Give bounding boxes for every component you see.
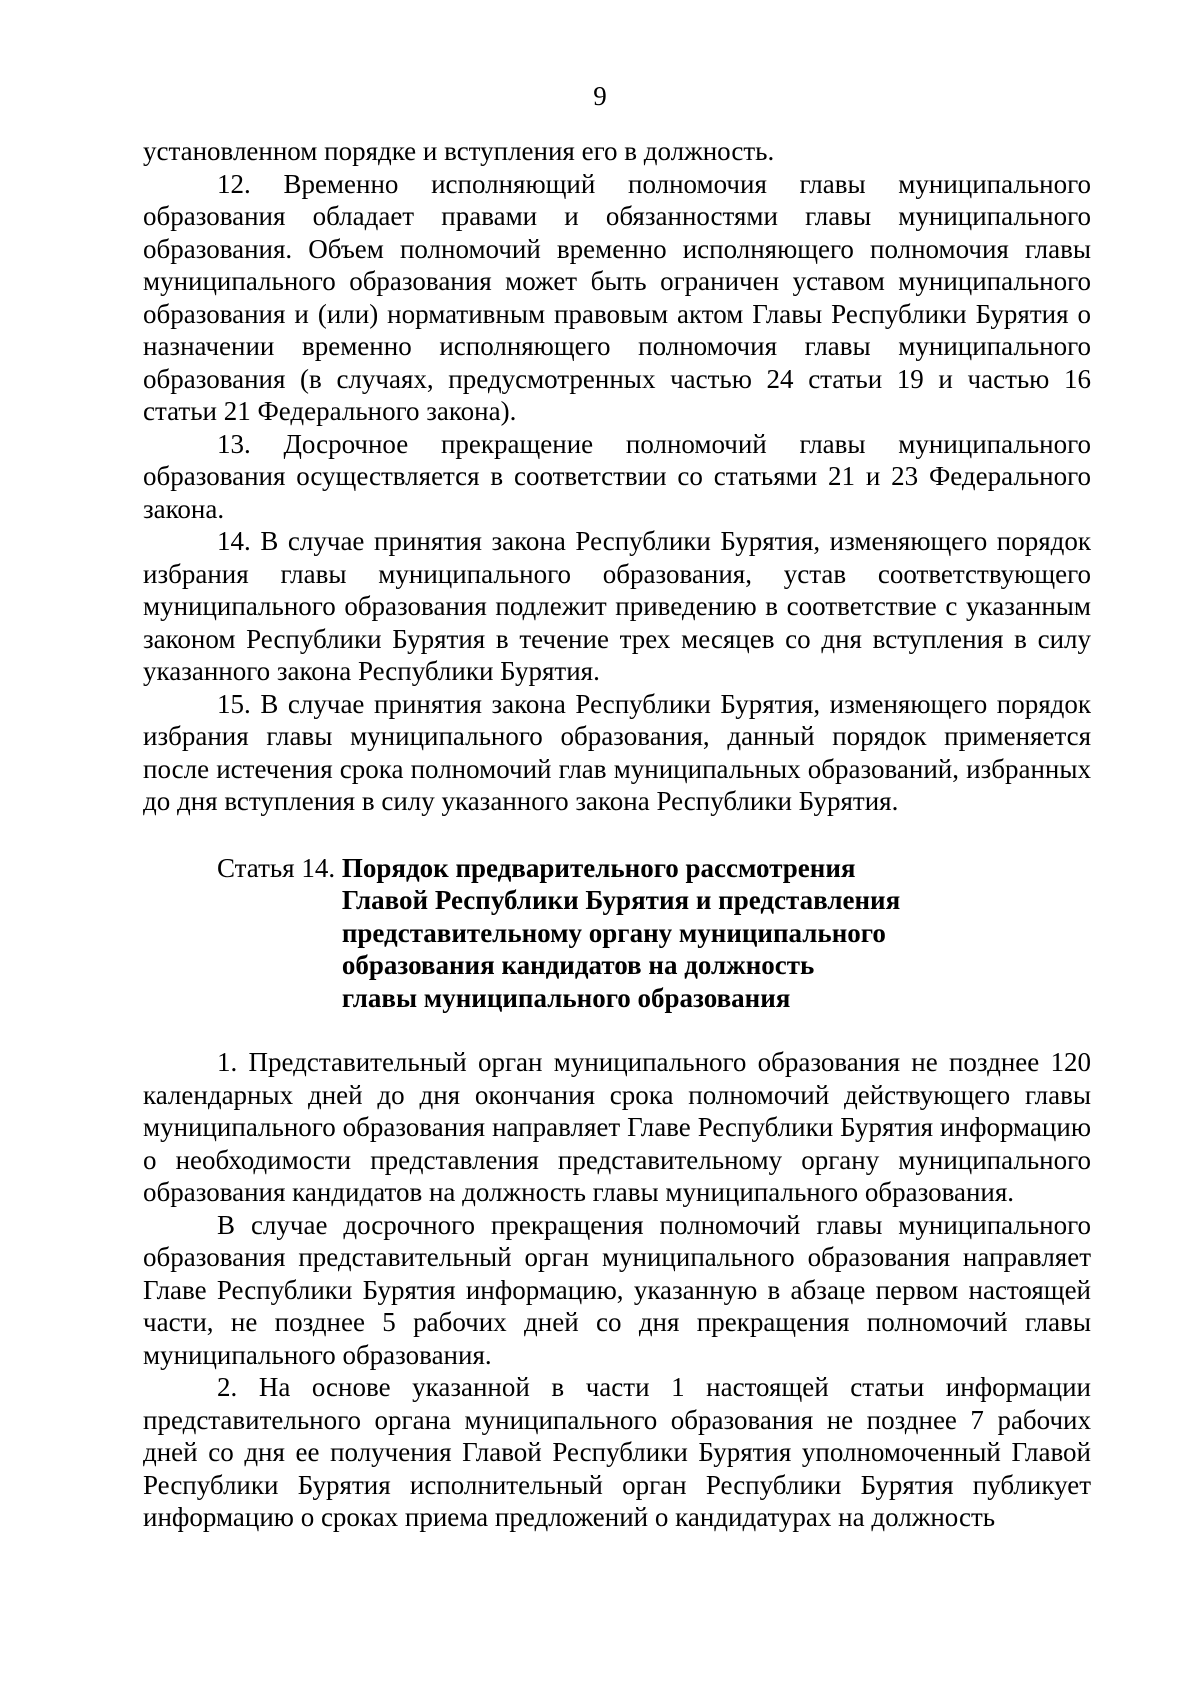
article-title-line: Порядок предварительного рассмотрения <box>341 852 856 883</box>
article-label: Статья 14. <box>217 852 342 883</box>
article-heading <box>143 852 1091 1015</box>
paragraph-article-item-1-abs-2: В случае досрочного прекращения полномочий главы муниципального образования представительный орган муниципального образования направляет Главе Республики Бурятия информацию, указанную в абзаце первом настоящей части, не позднее 5 рабочих дней со дня прекращения полномочий главы муниципального образования. <box>143 1209 1091 1370</box>
article-title <box>342 852 942 1015</box>
paragraph-item-15: 15. В случае принятия закона Республики Бурятия, изменяющего порядок избрания главы муниципального образования, данный порядок применяется после истечения срока полномочий глав муниципальных образований, избранных до дня вступления в силу указанного закона Республики Бурятия. <box>143 688 1091 816</box>
article-title-line: представительному органу муниципального <box>341 917 886 948</box>
page-number: 9 <box>593 81 607 111</box>
paragraph-item-13: 13. Досрочное прекращение полномочий главы муниципального образования осуществляется в соответствии со статьями 21 и 23 Федерального закона. <box>143 428 1091 524</box>
paragraph-article-item-2: 2. На основе указанной в части 1 настоящей статьи информации представительного органа муниципального образования не позднее 7 рабочих дней со дня ее получения Главой Республики Бурятия уполномоченный Главой Республики Бурятия исполнительный орган Республики Бурятия публикует информацию о сроках приема предложений о кандидатурах на должность <box>143 1372 1091 1532</box>
paragraph-item-14: 14. В случае принятия закона Республики Бурятия, изменяющего порядок избрания главы муниципального образования, устав соответствующего муниципального образования подлежит приведению в соответствие с указанным законом Республики Бурятия в течение трех месяцев со дня вступления в силу указанного закона Республики Бурятия. <box>143 526 1091 686</box>
article-title-line: образования кандидатов на должность <box>341 950 815 980</box>
paragraph-item-12: 12. Временно исполняющий полномочия главы муниципального образования обладает правами и обязанностями главы муниципального образования. Объем полномочий временно исполняющего полномочия главы муниципального образования может быть ограничен уставом муниципального образования и (или) нормативным правовым актом Главы Республики Бурятия о назначении временно исполняющего полномочия главы муниципального образования (в случаях, предусмотренных частью 24 статьи 19 и частью 16 статьи 21 Федерального закона). <box>143 168 1091 426</box>
paragraph-article-item-1: 1. Представительный орган муниципального образования не позднее 120 календарных дней до дня окончания срока полномочий действующего главы муниципального образования направляет Главе Республики Бурятия информацию о необходимости представления представительному органу муниципального образования кандидатов на должность главы муниципального образования. <box>143 1047 1091 1207</box>
article-title-line: Главой Республики Бурятия и представления <box>341 885 901 915</box>
document-body <box>143 135 1091 1534</box>
article-title-line: главы муниципального образования <box>341 982 791 1013</box>
paragraph-continuation: установленном порядке и вступления его в должность. <box>143 136 775 166</box>
